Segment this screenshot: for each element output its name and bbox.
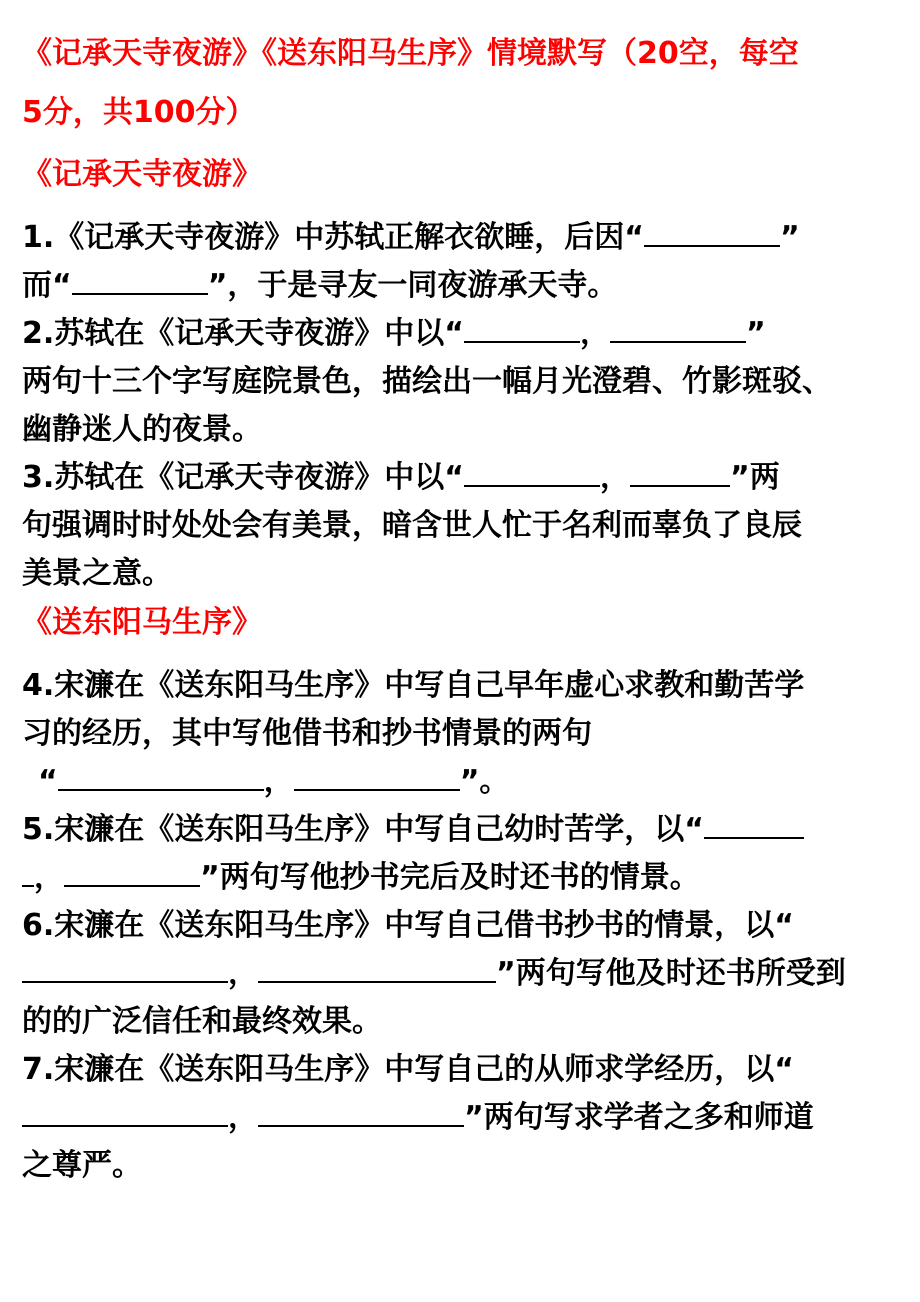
q6-blank-2[interactable]	[258, 951, 496, 983]
q5-blank-1-cont[interactable]	[22, 855, 34, 887]
q5-text-c: ”两句写他抄书完后及时还书的情景。	[200, 860, 700, 895]
q5-blank-2[interactable]	[64, 855, 200, 887]
q5-text-a: 5.宋濂在《送东阳马生序》中写自己幼时苦学，以“	[22, 812, 704, 847]
q5-blank-1[interactable]	[704, 807, 804, 839]
q6-line-3: 的的广泛信任和最终效果。	[22, 1004, 382, 1039]
q2-blank-2[interactable]	[610, 311, 746, 343]
q1-blank-2[interactable]	[72, 263, 208, 295]
q3-text-b: ，	[600, 460, 630, 495]
q3-text-a: 3.苏轼在《记承天寺夜游》中以“	[22, 460, 464, 495]
section-heading-dongyang: 《送东阳马生序》	[22, 605, 262, 640]
q2-line-2: 两句十三个字写庭院景色，描绘出一幅月光澄碧、竹影斑驳、	[22, 364, 832, 399]
q7-line-1: 7.宋濂在《送东阳马生序》中写自己的从师求学经历，以“	[22, 1052, 794, 1087]
q4-blank-1[interactable]	[58, 759, 264, 791]
q4-line-2: 习的经历，其中写他借书和抄书情景的两句	[22, 716, 592, 751]
q7-blank-1[interactable]	[22, 1095, 228, 1127]
q7-text-a: ，	[228, 1100, 258, 1135]
question-2	[22, 310, 900, 454]
question-3	[22, 454, 900, 598]
question-1	[22, 214, 900, 310]
q3-blank-2[interactable]	[630, 455, 730, 487]
q3-blank-1[interactable]	[464, 455, 600, 487]
q7-blank-2[interactable]	[258, 1095, 464, 1127]
q2-blank-1[interactable]	[464, 311, 580, 343]
title-line-1: 《记承天寺夜游》《送东阳马生序》情境默写（20空，每空	[22, 36, 799, 71]
q6-line-1: 6.宋濂在《送东阳马生序》中写自己借书抄书的情景，以“	[22, 908, 794, 943]
q2-line-3: 幽静迷人的夜景。	[22, 412, 262, 447]
title-line-2: 5分，共100分）	[22, 95, 256, 130]
q1-text-d: ”，于是寻友一同夜游承天寺。	[207, 268, 618, 303]
q1-text-b: ”	[780, 220, 800, 255]
q4-text-a: “	[38, 764, 58, 799]
q3-line-2: 句强调时时处处会有美景，暗含世人忙于名利而辜负了良辰	[22, 508, 802, 543]
q2-text-c: ”	[746, 316, 766, 351]
question-5	[22, 806, 900, 902]
q2-text-a: 2.苏轼在《记承天寺夜游》中以“	[22, 316, 464, 351]
q3-text-c: ”两	[730, 460, 780, 495]
q3-line-3: 美景之意。	[22, 556, 172, 591]
q4-text-b: ，	[263, 764, 294, 799]
q7-line-3: 之尊严。	[22, 1148, 142, 1183]
worksheet-page	[22, 24, 900, 1190]
q4-line-1: 4.宋濂在《送东阳马生序》中写自己早年虚心求教和勤苦学	[22, 668, 805, 703]
q6-blank-1[interactable]	[22, 951, 228, 983]
q1-text-a: 1.《记承天寺夜游》中苏轼正解衣欲睡，后因“	[22, 220, 644, 255]
q1-blank-1[interactable]	[644, 215, 780, 247]
question-4	[22, 662, 900, 806]
q4-text-c: ”。	[459, 764, 510, 799]
q5-text-b: ，	[34, 860, 64, 895]
q1-text-c: 而“	[22, 268, 72, 303]
worksheet-title	[22, 24, 900, 142]
q6-text-b: ”两句写他及时还书所受到	[496, 956, 846, 991]
question-6	[22, 902, 900, 1046]
q7-text-b: ”两句写求学者之多和师道	[464, 1100, 814, 1135]
question-7	[22, 1046, 900, 1190]
q6-text-a: ，	[228, 956, 258, 991]
section-heading-chengtiansi: 《记承天寺夜游》	[22, 157, 262, 192]
q2-text-b: ，	[580, 316, 610, 351]
q4-blank-2[interactable]	[294, 759, 460, 791]
